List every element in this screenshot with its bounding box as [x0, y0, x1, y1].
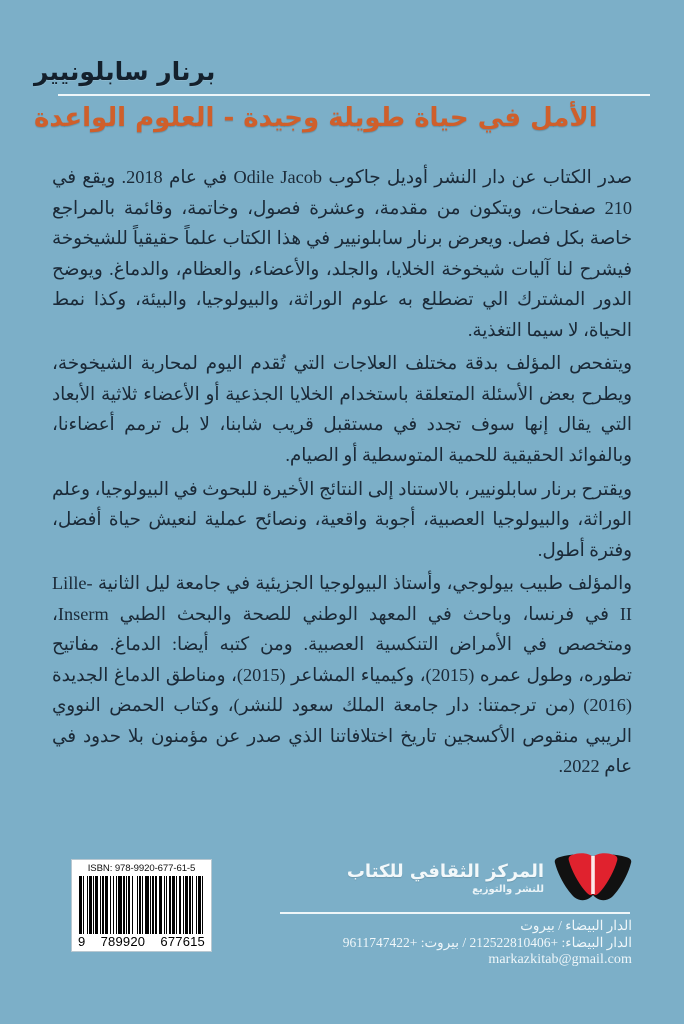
publisher-name: المركز الثقافي للكتاب [346, 860, 544, 882]
header-block [30, 58, 652, 134]
header-divider [58, 94, 650, 96]
isbn-barcode [71, 859, 212, 952]
blurb-text [52, 162, 632, 785]
publisher-block [280, 853, 632, 968]
author-name: برنار سابلونيير [34, 57, 216, 86]
page-title: الأمل في حياة طويلة وجيدة - العلوم الواعدة [34, 102, 598, 133]
footer [0, 845, 684, 975]
contact-info [280, 917, 632, 968]
contact-cities: الدار البيضاء / بيروت [520, 918, 632, 933]
publisher-row [280, 853, 632, 903]
isbn-number: ISBN: 978-9920-677-61-5 [87, 863, 196, 874]
barcode-digit-group: 789920 [100, 934, 146, 949]
blurb-paragraph: ويقترح برنار سابلونيير، بالاستناد إلى النتائج الأخيرة للبحوث في البيولوجيا، وعلم الوراثة، والبيولوجيا العصبية، أجوبة واقعية، ونصائح عملية لنعيش حياة أفضل، وفترة أطول. [52, 478, 632, 560]
publisher-subtitle: للنشر والتوزيع [472, 884, 544, 896]
blurb-paragraph: صدر الكتاب عن دار النشر أوديل جاكوب Odile Jacob في عام 2018. ويقع في 210 صفحات، ويتكون من مقدمة، وعشرة فصول، وخاتمة، وقائمة بالمراجع خاصة بكل فصل. ويعرض برنار سابلونيير في هذا الكتاب علماً حقيقياً للشيخوخة فيشرح لنا آليات شيخوخة الخلايا، والجلد، والأعضاء، والعظام، والدماغ. ويوضح الدور المشترك الي تضطلع به علوم الوراثة، والبيولوجيا، والبيئة، وكذا نمط الحياة، لا سيما التغذية. [52, 167, 632, 340]
blurb-paragraph: ويتفحص المؤلف بدقة مختلف العلاجات التي تُقدم اليوم لمحاربة الشيخوخة، ويطرح بعض الأسئلة المتعلقة باستخدام الخلايا الجذعية أو الأعضاء ثلاثية الأبعاد التي يقال إنها سوف تجدد في مستقبل قريب شابنا، لا بل ترمم أعضاءنا، وبالفوائد الحقيقية للحمية المتوسطية أو الصيام. [52, 353, 632, 465]
footer-divider [280, 912, 630, 914]
barcode-bar [203, 876, 204, 934]
contact-email: markazkitab@gmail.com [488, 952, 632, 967]
barcode-digit-group: 677615 [160, 934, 205, 949]
barcode-digits [77, 935, 206, 949]
contact-phones: الدار البيضاء: +212522810406 / بيروت: +9611747422 [342, 935, 632, 950]
blurb-paragraph: والمؤلف طبيب بيولوجي، وأستاذ البيولوجيا الجزيئية في جامعة ليل الثانية Lille-II في فرنسا، وباحث في المعهد الوطني للصحة والبحث الطبي Inserm، ومتخصص في الأمراض التنكسية العصبية. ومن كتبه أيضا: الدماغ. مفاتيح تطوره، وطول عمره (2015)، وكيمياء المشاعر (2015)، ومناطق الدماغ الجديدة (2016) (من ترجمتنا: دار جامعة الملك سعود للنشر)، وكتاب الحمض النووي الريبي منقوص الأكسجين تاريخ اختلافاتنا الذي صدر عن مؤمنون بلا حدود في عام 2022. [52, 573, 632, 777]
publisher-names [347, 860, 544, 897]
barcode-bars [77, 876, 206, 934]
open-book-icon [554, 853, 632, 903]
barcode-digit-group: 9 [78, 934, 86, 949]
